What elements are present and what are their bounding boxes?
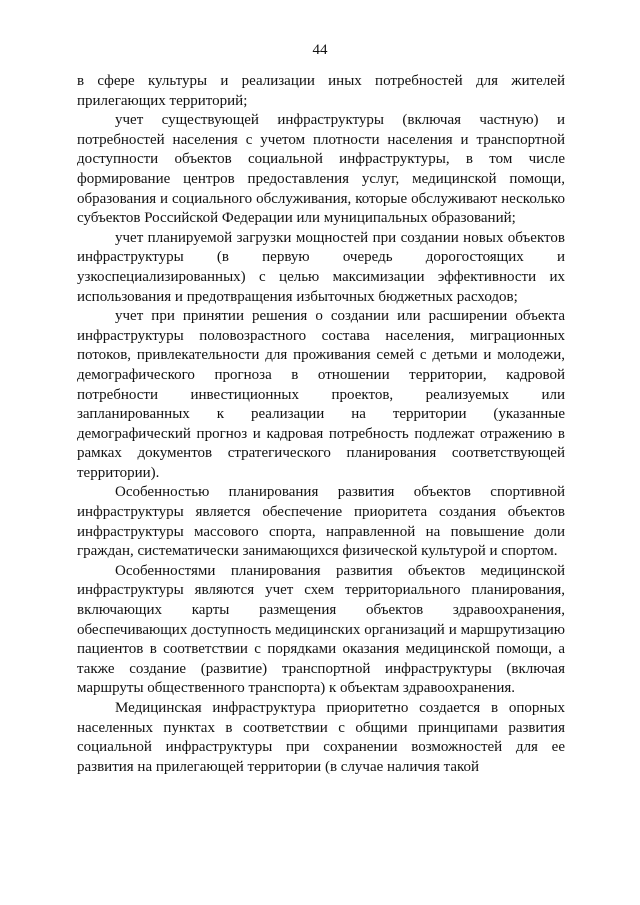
paragraph-medical-planning: Особенностями планирования развития объектов медицинской инфраструктуры являются учет схем территориального планирования, включающих карты размещения объектов здравоохранения, обеспечивающих доступность медицинских организаций и маршрутизацию пациентов в соответствии с порядками оказания медицинской помощи, а также создание (развитие) транспортной инфраструктуры (включая маршруты общественного транспорта) к объектам здравоохранения. xyxy=(77,562,565,697)
paragraph-existing-infrastructure: учет существующей инфраструктуры (включая частную) и потребностей населения с учетом плотности населения и транспортной доступности объектов социальной инфраструктуры, в том числе формирование центров предоставления услуг, медицинской помощи, образования и социального обслуживания, которые обслуживают несколько субъектов Российской Федерации или муниципальных образований; xyxy=(77,112,565,227)
paragraph-planned-load: учет планируемой загрузки мощностей при создании новых объектов инфраструктуры (в первую очередь дорогостоящих и узкоспециализированных) с целью максимизации эффективности их использования и предотвращения избыточных бюджетных расходов; xyxy=(77,229,565,305)
paragraph-demographics: учет при принятии решения о создании или расширении объекта инфраструктуры половозрастного состава населения, миграционных потоков, привлекательности для проживания семей с детьми и молодежи, демографического прогноза в отношении территории, кадровой потребности инвестиционных проектов, реализуемых или запланированных к реализации на территории (указанные демографический прогноз и кадровая потребность подлежат отражению в рамках документов стратегического планирования соответствующей территории). xyxy=(77,308,565,481)
document-body xyxy=(77,72,565,777)
page-number: 44 xyxy=(312,42,328,58)
paragraph-culture-needs: в сфере культуры и реализации иных потребностей для жителей прилегающих территорий; xyxy=(77,73,565,109)
paragraph-medical-infrastructure: Медицинская инфраструктура приоритетно создается в опорных населенных пунктах в соответствии с общими принципами развития социальной инфраструктуры при сохранении возможностей для ее развития на прилегающей территории (в случае наличия такой xyxy=(77,700,565,775)
paragraph-sports-infrastructure: Особенностью планирования развития объектов спортивной инфраструктуры является обеспечение приоритета создания объектов инфраструктуры массового спорта, направленной на повышение доли граждан, систематически занимающихся физической культурой и спортом. xyxy=(77,484,565,560)
